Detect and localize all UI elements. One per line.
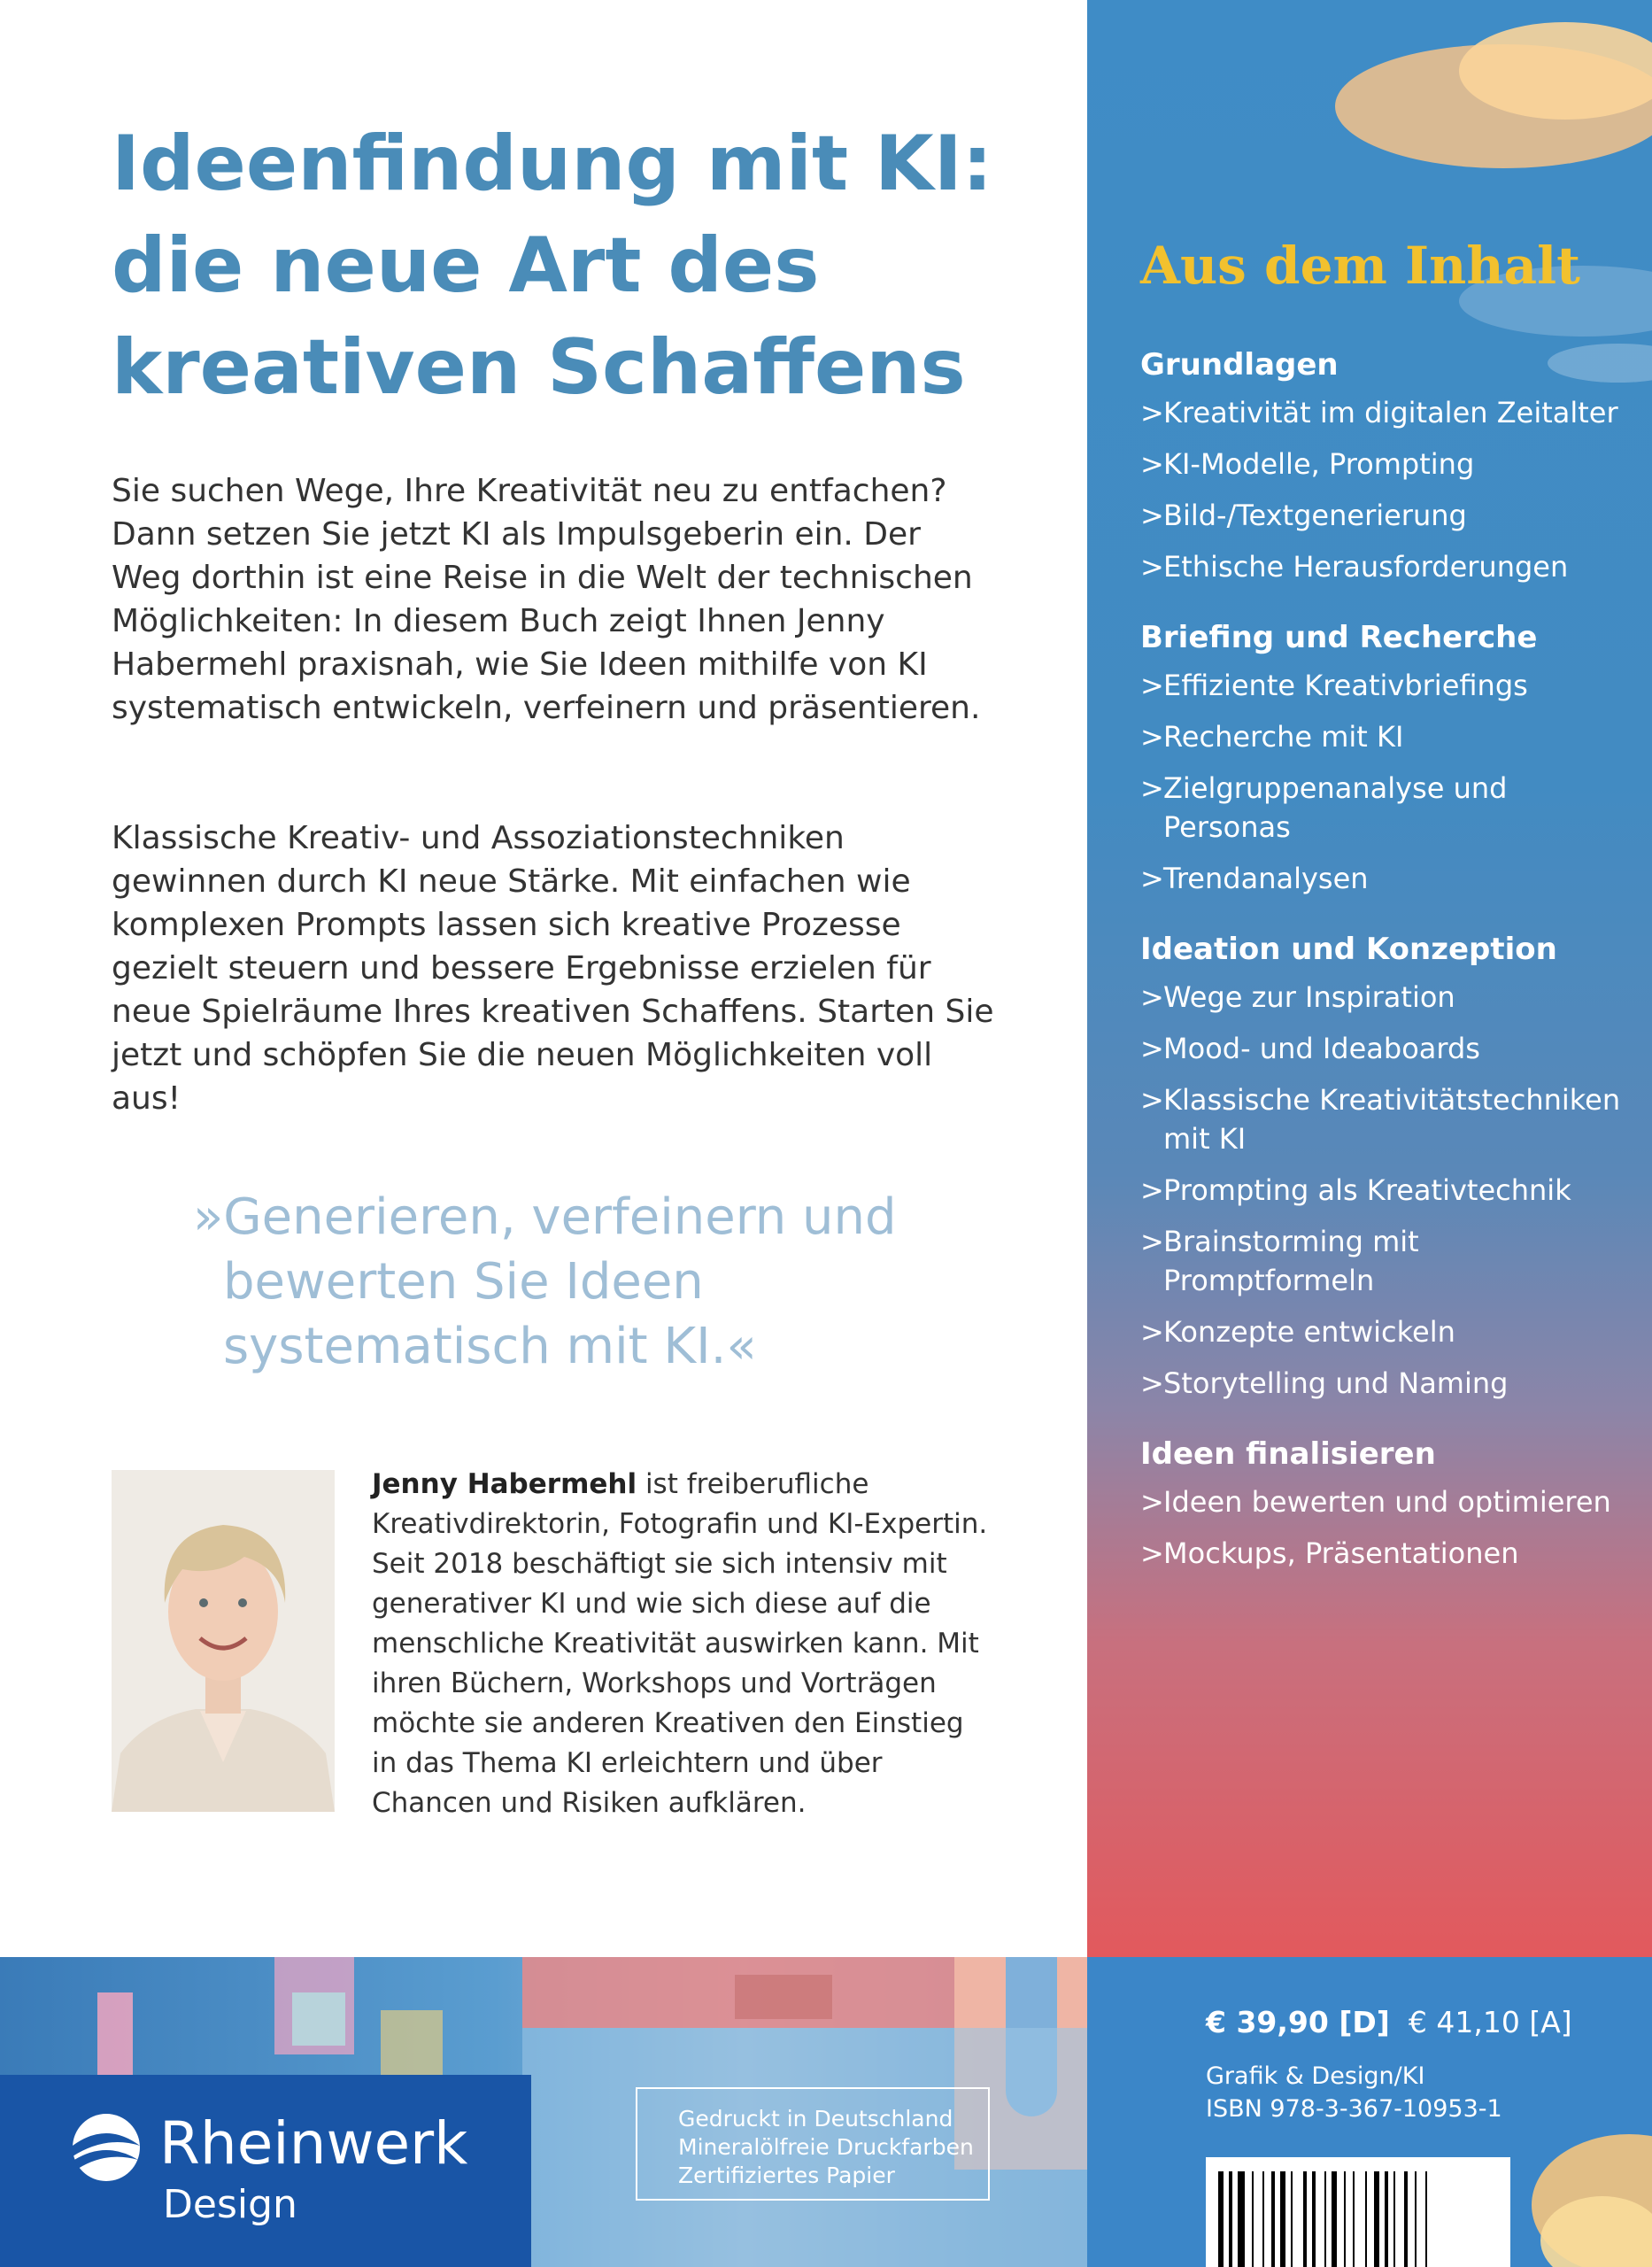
contents-section: [1140, 1435, 1636, 1573]
headline-line-1: Ideenfindung mit KI:: [112, 120, 993, 208]
contents-item: > Bild-/Textgenerierung: [1140, 496, 1636, 535]
contents-item: > Mockups, Präsentationen: [1140, 1534, 1636, 1573]
contents-item: > Recherche mit KI: [1140, 717, 1636, 756]
publisher-name: Rheinwerk: [159, 2109, 468, 2178]
headline-line-3: kreativen Schaffens: [112, 323, 966, 412]
publisher-imprint: Design: [163, 2182, 297, 2227]
contents-item: > Brainstorming mit Promptformeln: [1140, 1222, 1636, 1300]
contents-title: Aus dem Inhalt: [1140, 236, 1580, 296]
print-info-box: [636, 2087, 990, 2201]
contents-item: > Konzepte entwickeln: [1140, 1312, 1636, 1351]
contents-item: > Storytelling und Naming: [1140, 1364, 1636, 1403]
section-title: Briefing und Recherche: [1140, 620, 1538, 655]
contents-item: > Prompting als Kreativtechnik: [1140, 1171, 1636, 1210]
pull-quote: »Generieren, verfeinern und bewerten Sie Ideen systematisch mit KI.«: [193, 1188, 897, 1375]
headline: [112, 113, 1050, 419]
book-meta: [1206, 2060, 1502, 2125]
category: Grafik & Design/KI: [1206, 2062, 1425, 2090]
price: [1206, 2005, 1572, 2039]
section-title: Ideen finalisieren: [1140, 1436, 1436, 1472]
contents-item: > Kreativität im digitalen Zeitalter: [1140, 393, 1636, 432]
isbn: ISBN 978-3-367-10953-1: [1206, 2095, 1502, 2123]
contents-item: > Ethische Herausforderungen: [1140, 547, 1636, 586]
contents-item: > Zielgruppenanalyse und Personas: [1140, 769, 1636, 847]
price-at: € 41,10 [A]: [1408, 2005, 1572, 2039]
section-title: Grundlagen: [1140, 347, 1339, 383]
price-de: € 39,90 [D]: [1206, 2005, 1390, 2039]
headline-line-2: die neue Art des: [112, 221, 820, 310]
contents-panel: [1087, 0, 1652, 1957]
barcode-graphic: [1206, 2157, 1510, 2267]
author-bio-text: ist freiberufliche Kreativdirektorin, Fotografin und KI-Expertin. Seit 2018 beschäftigt sie sich intensiv mit generativer KI und wie sich diese auf die menschliche Kreativität auswirken kann. Mit ihren Büchern, Workshops und Vorträgen möchte sie anderen Kreativen den Einstieg in das Thema KI erleichtern und über Chancen und Risiken aufklären.: [372, 1468, 988, 1819]
barcode: [1206, 2157, 1510, 2267]
print-info-line: Mineralölfreie Druckfarben: [678, 2134, 974, 2160]
print-info-line: Zertifiziertes Papier: [678, 2163, 895, 2188]
body-paragraph: Klassische Kreativ- und Assoziationstechniken gewinnen durch KI neue Stärke. Mit einfachen wie komplexen Prompts lassen sich kreative Prozesse gezielt steuern und bessere Ergebnisse erzielen für neue Spielräume Ihres kreativen Schaffens. Starten Sie jetzt und schöpfen Sie die neuen Möglichkeiten voll aus!: [112, 820, 994, 1117]
contents-item: > Ideen bewerten und optimieren: [1140, 1482, 1636, 1521]
contents-list: [1140, 345, 1636, 1605]
contents-section: [1140, 618, 1636, 898]
contents-item: > Wege zur Inspiration: [1140, 978, 1636, 1017]
print-info-line: Gedruckt in Deutschland: [678, 2106, 953, 2132]
contents-item: > Klassische Kreativitätstechniken mit KI: [1140, 1080, 1636, 1158]
contents-item: > KI-Modelle, Prompting: [1140, 445, 1636, 484]
contents-item: > Trendanalysen: [1140, 859, 1636, 898]
author-bio: [372, 1465, 992, 1823]
intro-paragraph: Sie suchen Wege, Ihre Kreativität neu zu entfachen? Dann setzen Sie jetzt KI als Impulsgeberin ein. Der Weg dorthin ist eine Reise in die Welt der technischen Möglichkeiten: In diesem Buch zeigt Ihnen Jenny Habermehl praxisnah, wie Sie Ideen mithilfe von KI systematisch entwickeln, verfeinern und präsentieren.: [112, 473, 981, 726]
contents-item: > Effiziente Kreativbriefings: [1140, 666, 1636, 705]
rheinwerk-logo-icon: [53, 2094, 159, 2201]
author-photo: [112, 1470, 335, 1812]
contents-section: [1140, 930, 1636, 1403]
section-title: Ideation und Konzeption: [1140, 932, 1557, 967]
author-name: Jenny Habermehl: [372, 1468, 637, 1500]
contents-item: > Mood- und Ideaboards: [1140, 1029, 1636, 1068]
contents-section: [1140, 345, 1636, 586]
